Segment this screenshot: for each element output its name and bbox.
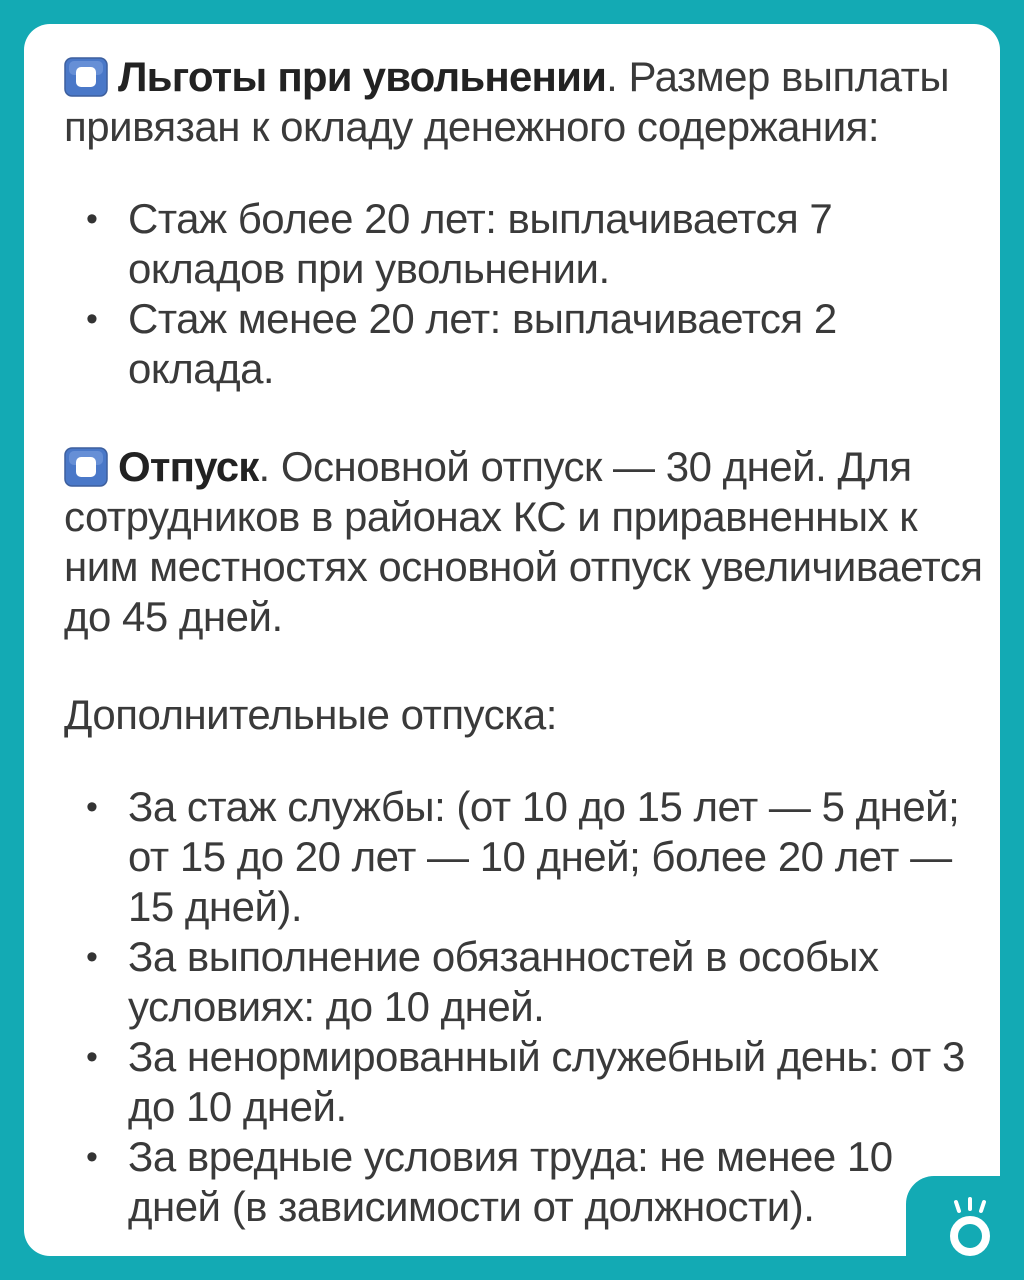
vacation-text: . Основной отпуск — 30 дней. Для сотрудников в районах КС и приравненных к ним местностях основной отпуск увеличивается до 45 дней.	[64, 443, 983, 640]
list-item: • За ненормированный служебный день: от 3 до 10 дней.	[128, 1032, 984, 1132]
vacation-title: Отпуск	[118, 443, 259, 490]
benefits-title: Льготы при увольнении	[118, 53, 607, 100]
brand-logo-icon	[938, 1194, 1002, 1258]
list-item: • За выполнение обязанностей в особых условиях: до 10 дней.	[128, 932, 984, 1032]
additional-heading: Дополнительные отпуска:	[64, 691, 557, 738]
content-card	[24, 24, 1000, 1256]
additional-list	[64, 782, 984, 1232]
content	[64, 52, 984, 1232]
benefits-paragraph	[64, 52, 984, 152]
logo-corner	[906, 1176, 1024, 1280]
list-item: • За стаж службы: (от 10 до 15 лет — 5 дней; от 15 до 20 лет — 10 дней; более 20 лет — 15 дней).	[128, 782, 984, 932]
list-item: • Стаж менее 20 лет: выплачивается 2 оклада.	[128, 294, 984, 394]
stop-button-icon	[64, 447, 108, 487]
benefits-list	[64, 194, 984, 394]
list-item: • Стаж более 20 лет: выплачивается 7 окладов при увольнении.	[128, 194, 984, 294]
benefits-text: . Размер выплаты привязан к окладу денежного содержания:	[64, 53, 950, 150]
list-item: • За вредные условия труда: не менее 10 дней (в зависимости от должности).	[128, 1132, 984, 1232]
stop-button-icon	[64, 57, 108, 97]
vacation-paragraph	[64, 442, 984, 642]
